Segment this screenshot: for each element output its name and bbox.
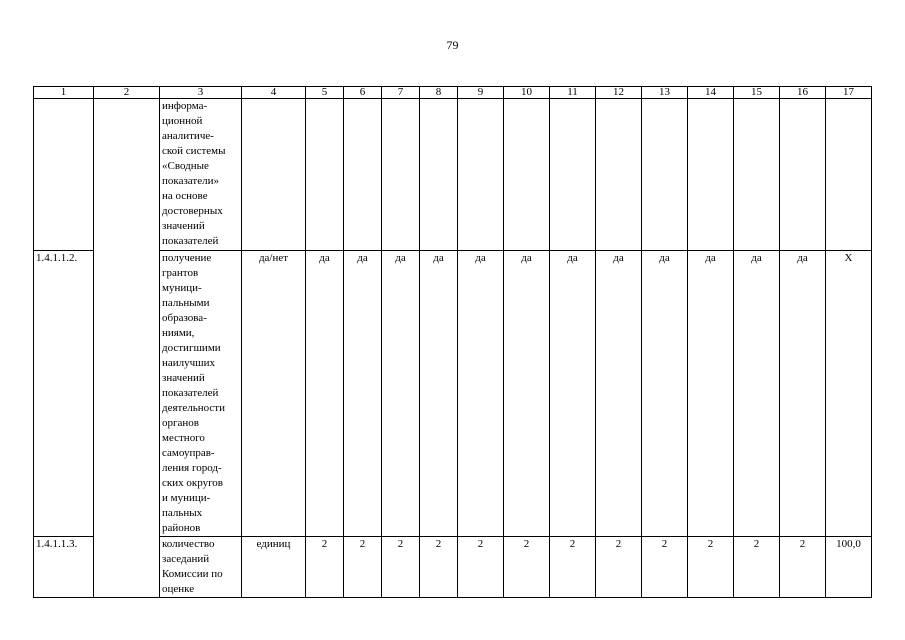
value-cell: да xyxy=(458,251,504,537)
text-line: ления город- xyxy=(162,462,222,474)
column-header: 9 xyxy=(458,87,504,99)
value-cell xyxy=(458,99,504,251)
value-cell xyxy=(688,99,734,251)
text-line: самоуправ- xyxy=(162,447,215,459)
row-code xyxy=(34,99,94,251)
value-cell xyxy=(504,99,550,251)
text-line: показателей xyxy=(162,387,219,399)
value-cell: да xyxy=(382,251,420,537)
text-line: деятельности xyxy=(162,402,225,414)
column-header: 1 xyxy=(34,87,94,99)
value-cell xyxy=(344,99,382,251)
value-cell: 2 xyxy=(596,537,642,598)
value-cell xyxy=(550,99,596,251)
header-row xyxy=(34,87,872,99)
value-cell: 2 xyxy=(688,537,734,598)
value-cell xyxy=(642,99,688,251)
table-row xyxy=(34,251,872,537)
text-line: «Сводные xyxy=(162,160,209,172)
table-row xyxy=(34,537,872,598)
value-cell xyxy=(596,99,642,251)
text-line: органов xyxy=(162,417,199,429)
text-line: ниями, xyxy=(162,327,195,339)
value-cell: 2 xyxy=(642,537,688,598)
value-cell: 2 xyxy=(734,537,780,598)
text-line: пальных xyxy=(162,507,203,519)
text-line: информа- xyxy=(162,100,208,112)
value-cell xyxy=(734,99,780,251)
unit-cell: единиц xyxy=(242,537,306,598)
value-cell xyxy=(382,99,420,251)
text-line: достигшими xyxy=(162,342,221,354)
text-line: Комиссии по xyxy=(162,568,223,580)
value-cell: 2 xyxy=(550,537,596,598)
value-cell: 2 xyxy=(780,537,826,598)
column-header: 13 xyxy=(642,87,688,99)
target-cell: Х xyxy=(826,251,872,537)
page-number: 79 xyxy=(446,38,459,52)
value-cell: да xyxy=(642,251,688,537)
column-header: 6 xyxy=(344,87,382,99)
text-line: заседаний xyxy=(162,553,210,565)
value-cell: да xyxy=(344,251,382,537)
value-cell: 2 xyxy=(504,537,550,598)
text-line: районов xyxy=(162,522,201,534)
text-line: значений xyxy=(162,220,205,232)
value-cell: да xyxy=(504,251,550,537)
text-line: аналитиче- xyxy=(162,130,214,142)
indicator-description xyxy=(160,537,242,598)
table-row xyxy=(34,99,872,251)
text-line: значений xyxy=(162,372,205,384)
row-code: 1.4.1.1.2. xyxy=(34,251,94,537)
value-cell: да xyxy=(550,251,596,537)
text-line: и муници- xyxy=(162,492,211,504)
text-line: показатели» xyxy=(162,175,219,187)
column-header: 12 xyxy=(596,87,642,99)
text-line: муници- xyxy=(162,282,202,294)
column-header: 14 xyxy=(688,87,734,99)
text-line: местного xyxy=(162,432,205,444)
row-code: 1.4.1.1.3. xyxy=(34,537,94,598)
unit-cell: да/нет xyxy=(242,251,306,537)
value-cell: да xyxy=(596,251,642,537)
column-header: 11 xyxy=(550,87,596,99)
value-cell: 2 xyxy=(382,537,420,598)
text-line: ских округов xyxy=(162,477,223,489)
value-cell: да xyxy=(420,251,458,537)
value-cell: 2 xyxy=(306,537,344,598)
column-header: 7 xyxy=(382,87,420,99)
value-cell: да xyxy=(780,251,826,537)
column-header: 4 xyxy=(242,87,306,99)
text-line: достоверных xyxy=(162,205,223,217)
text-line: на основе xyxy=(162,190,208,202)
column-header: 2 xyxy=(94,87,160,99)
value-cell: 2 xyxy=(458,537,504,598)
indicator-description xyxy=(160,99,242,251)
target-cell: 100,0 xyxy=(826,537,872,598)
value-cell: 2 xyxy=(344,537,382,598)
column-header: 17 xyxy=(826,87,872,99)
text-line: количество xyxy=(162,538,215,550)
column-header: 5 xyxy=(306,87,344,99)
column-header: 10 xyxy=(504,87,550,99)
target-cell xyxy=(826,99,872,251)
column-2-cell xyxy=(94,99,160,598)
text-line: ционной xyxy=(162,115,203,127)
text-line: грантов xyxy=(162,267,199,279)
text-line: образова- xyxy=(162,312,207,324)
unit-cell xyxy=(242,99,306,251)
text-line: наилучших xyxy=(162,357,216,369)
column-header: 8 xyxy=(420,87,458,99)
text-line: показателей xyxy=(162,235,219,247)
value-cell xyxy=(420,99,458,251)
text-line: оценке xyxy=(162,583,195,595)
value-cell xyxy=(306,99,344,251)
text-line: получение xyxy=(162,252,212,264)
data-table xyxy=(33,86,872,598)
value-cell: да xyxy=(306,251,344,537)
indicator-description xyxy=(160,251,242,537)
column-header: 3 xyxy=(160,87,242,99)
column-header: 16 xyxy=(780,87,826,99)
value-cell: да xyxy=(688,251,734,537)
value-cell: да xyxy=(734,251,780,537)
text-line: пальными xyxy=(162,297,210,309)
column-header: 15 xyxy=(734,87,780,99)
text-line: ской системы xyxy=(162,145,226,157)
value-cell xyxy=(780,99,826,251)
value-cell: 2 xyxy=(420,537,458,598)
